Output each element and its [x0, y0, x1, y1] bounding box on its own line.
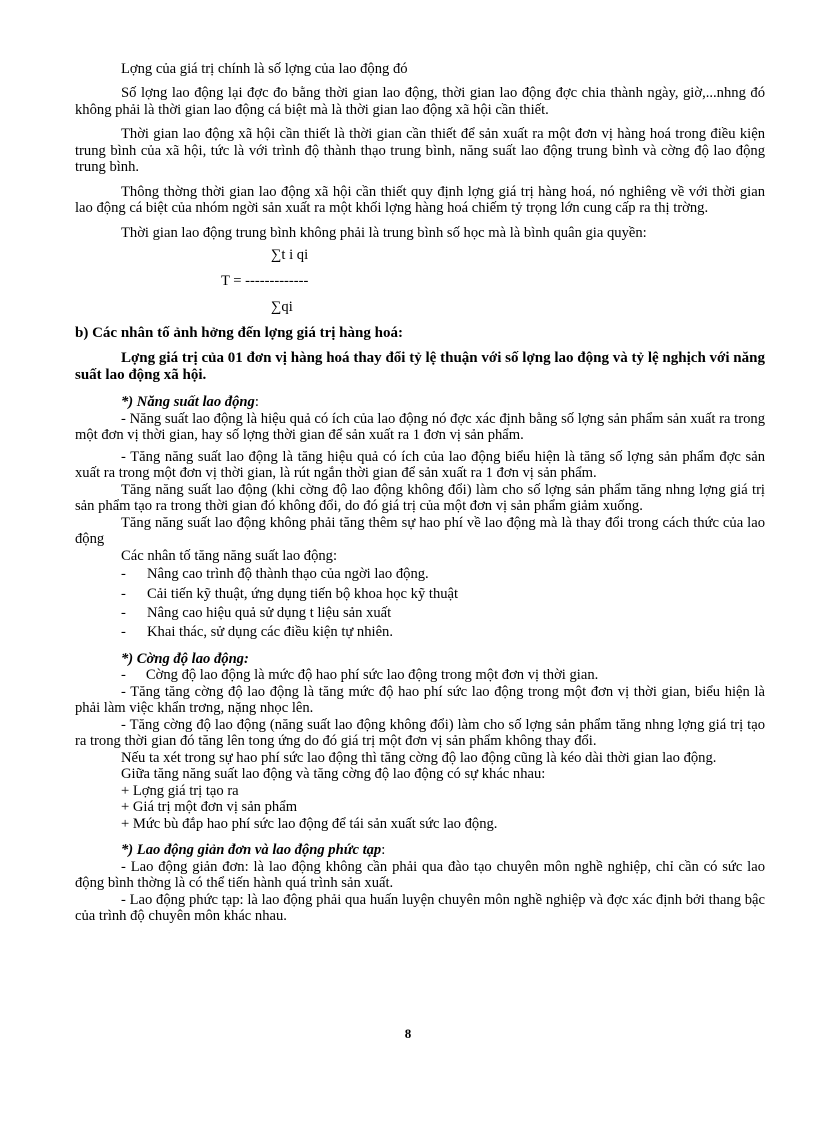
labor-types-para-2: - Lao động phức tạp: là lao động phải qua huấn luyện chuyên môn nghề nghiệp và đợc xác định bởi thang bậc của trình độ chuyên môn khác nhau.: [75, 891, 765, 925]
formula-denominator: ∑qi: [271, 299, 293, 316]
list-item-text: Nâng cao trình độ thành thạo của ngời lao động.: [147, 566, 429, 583]
dash-bullet: -: [121, 604, 126, 621]
paragraph-1: Lợng của giá trị chính là số lợng của lao động đó: [121, 61, 408, 77]
paragraph-5: Thời gian lao động trung bình không phải là trung bình số học mà là bình quân gia quyền:: [121, 224, 647, 241]
paragraph-2: Số lợng lao động lại đợc đo bằng thời gian lao động, thời gian lao động đợc chia thành ngày, giờ,...nhng đó không phải là thời gian lao động cá biệt mà là thời gian lao động xã hội cần thiết.: [75, 85, 765, 118]
intensity-para-2: - Tăng tăng cờng độ lao động là tăng mức độ hao phí sức lao động trong một đơn vị thời gian, biểu hiện là phải làm việc khẩn trơng, nặng nhọc lên.: [75, 683, 765, 717]
productivity-heading: [75, 394, 765, 410]
paragraph-3: Thời gian lao động xã hội cần thiết là thời gian cần thiết để sản xuất ra một đơn vị hàng hoá trong điều kiện trung bình của xã hội, tức là với trình độ thành thạo trung bình, năng suất lao động trung bình và cờng độ lao động trung bình.: [75, 126, 765, 176]
productivity-para-1: - Năng suất lao động là hiệu quả có ích của lao động nó đợc xác định bằng số lợng sản phẩm sản xuất ra trong một đơn vị thời gian, hay số lợng thời gian để sản xuất ra 1 đơn vị sản phẩm.: [75, 410, 765, 444]
section-b-heading: b) Các nhân tố ảnh hởng đến lợng giá trị hàng hoá:: [75, 325, 403, 342]
productivity-para-2: - Tăng năng suất lao động là tăng hiệu quả có ích của lao động biểu hiện là tăng số lợng sản phẩm đợc sản xuất ra trong một đơn vị thời gian, là rút ngắn thời gian để sản xuất ra 1 đơn vị sản phẩm.: [75, 448, 765, 482]
dash-bullet: -: [121, 566, 126, 583]
dash-bullet: -: [121, 624, 126, 641]
section-b-lead: Lợng giá trị của 01 đơn vị hàng hoá thay đổi tỷ lệ thuận với số lợng lao động và tỷ lệ nghịch với năng suất lao động xã hội.: [75, 350, 765, 384]
intensity-para-1: [75, 667, 765, 683]
dash-bullet: -: [121, 667, 126, 684]
page-content: [75, 61, 765, 925]
intensity-para-1-text: Cờng độ lao động là mức độ hao phí sức lao động trong một đơn vị thời gian.: [145, 667, 599, 684]
productivity-para-3: Tăng năng suất lao động (khi cờng độ lao động không đổi) làm cho số lợng sản phẩm tăng nhng lợng giá trị sản phẩm tạo ra trong thời gian đó không đổi, do đó giá trị của một đơn vị sản phẩm giảm xuống.: [75, 481, 765, 515]
intensity-diff-1: + Lợng giá trị tạo ra: [121, 782, 239, 799]
list-item-text: Cải tiến kỹ thuật, ứng dụng tiến bộ khoa học kỹ thuật: [147, 585, 459, 602]
labor-types-heading: [75, 842, 765, 858]
page-number: 8: [404, 1026, 412, 1041]
intensity-para-5: Giữa tăng năng suất lao động và tăng cờng độ lao động có sự khác nhau:: [121, 766, 546, 783]
productivity-factors-list: [75, 566, 765, 641]
list-item: [121, 624, 765, 640]
intensity-diff-2: + Giá trị một đơn vị sản phẩm: [121, 799, 298, 816]
productivity-factors-title: Các nhân tố tăng năng suất lao động:: [121, 547, 338, 564]
labor-types-title-colon: :: [381, 842, 386, 859]
labor-types-title: *) Lao động giản đơn và lao động phức tạp: [121, 842, 382, 859]
list-item: [121, 586, 765, 602]
productivity-title: *) Năng suất lao động: [121, 394, 255, 411]
intensity-diff-3: + Mức bù đắp hao phí sức lao động để tái sản xuất sức lao động.: [121, 815, 498, 832]
list-item: [121, 605, 765, 621]
formula-lhs: T = -------------: [221, 273, 309, 290]
productivity-para-4: Tăng năng suất lao động không phải tăng thêm sự hao phí về lao động mà là thay đổi trong cách thức của lao động: [75, 514, 765, 548]
intensity-para-4: Nếu ta xét trong sự hao phí sức lao động thì tăng cờng độ lao động cũng là kéo dài thời gian lao động.: [121, 749, 717, 766]
labor-types-para-1: - Lao động giản đơn: là lao động không cần phải qua đào tạo chuyên môn nghề nghiệp, chỉ cần có sức lao động bình thờng là có thể tiến hành quá trình sản xuất.: [75, 858, 765, 892]
paragraph-4: Thông thờng thời gian lao động xã hội cần thiết quy định lợng giá trị hàng hoá, nó nghiêng về với thời gian lao động cá biệt của nhóm ngời sản xuất ra một khối lợng hàng hoá chiếm tỷ trọng lớn cung cấp ra thị trờng.: [75, 183, 765, 217]
intensity-heading: *) Cờng độ lao động:: [121, 650, 249, 667]
list-item: [121, 566, 765, 582]
list-item-text: Nâng cao hiệu quả sử dụng t liệu sản xuất: [147, 604, 392, 621]
dash-bullet: -: [121, 585, 126, 602]
weighted-average-formula: [75, 247, 765, 317]
productivity-title-colon: :: [254, 394, 259, 411]
intensity-para-3: - Tăng cờng độ lao động (năng suất lao động không đổi) làm cho số lợng sản phẩm tăng nhng lợng giá trị tạo ra trong thời gian đó tăng lên tong ứng do đó giá trị một đơn vị sản phẩm không thay đổi.: [75, 716, 765, 750]
formula-numerator: ∑t i qi: [271, 247, 309, 264]
list-item-text: Khai thác, sử dụng các điều kiện tự nhiên.: [147, 624, 394, 641]
